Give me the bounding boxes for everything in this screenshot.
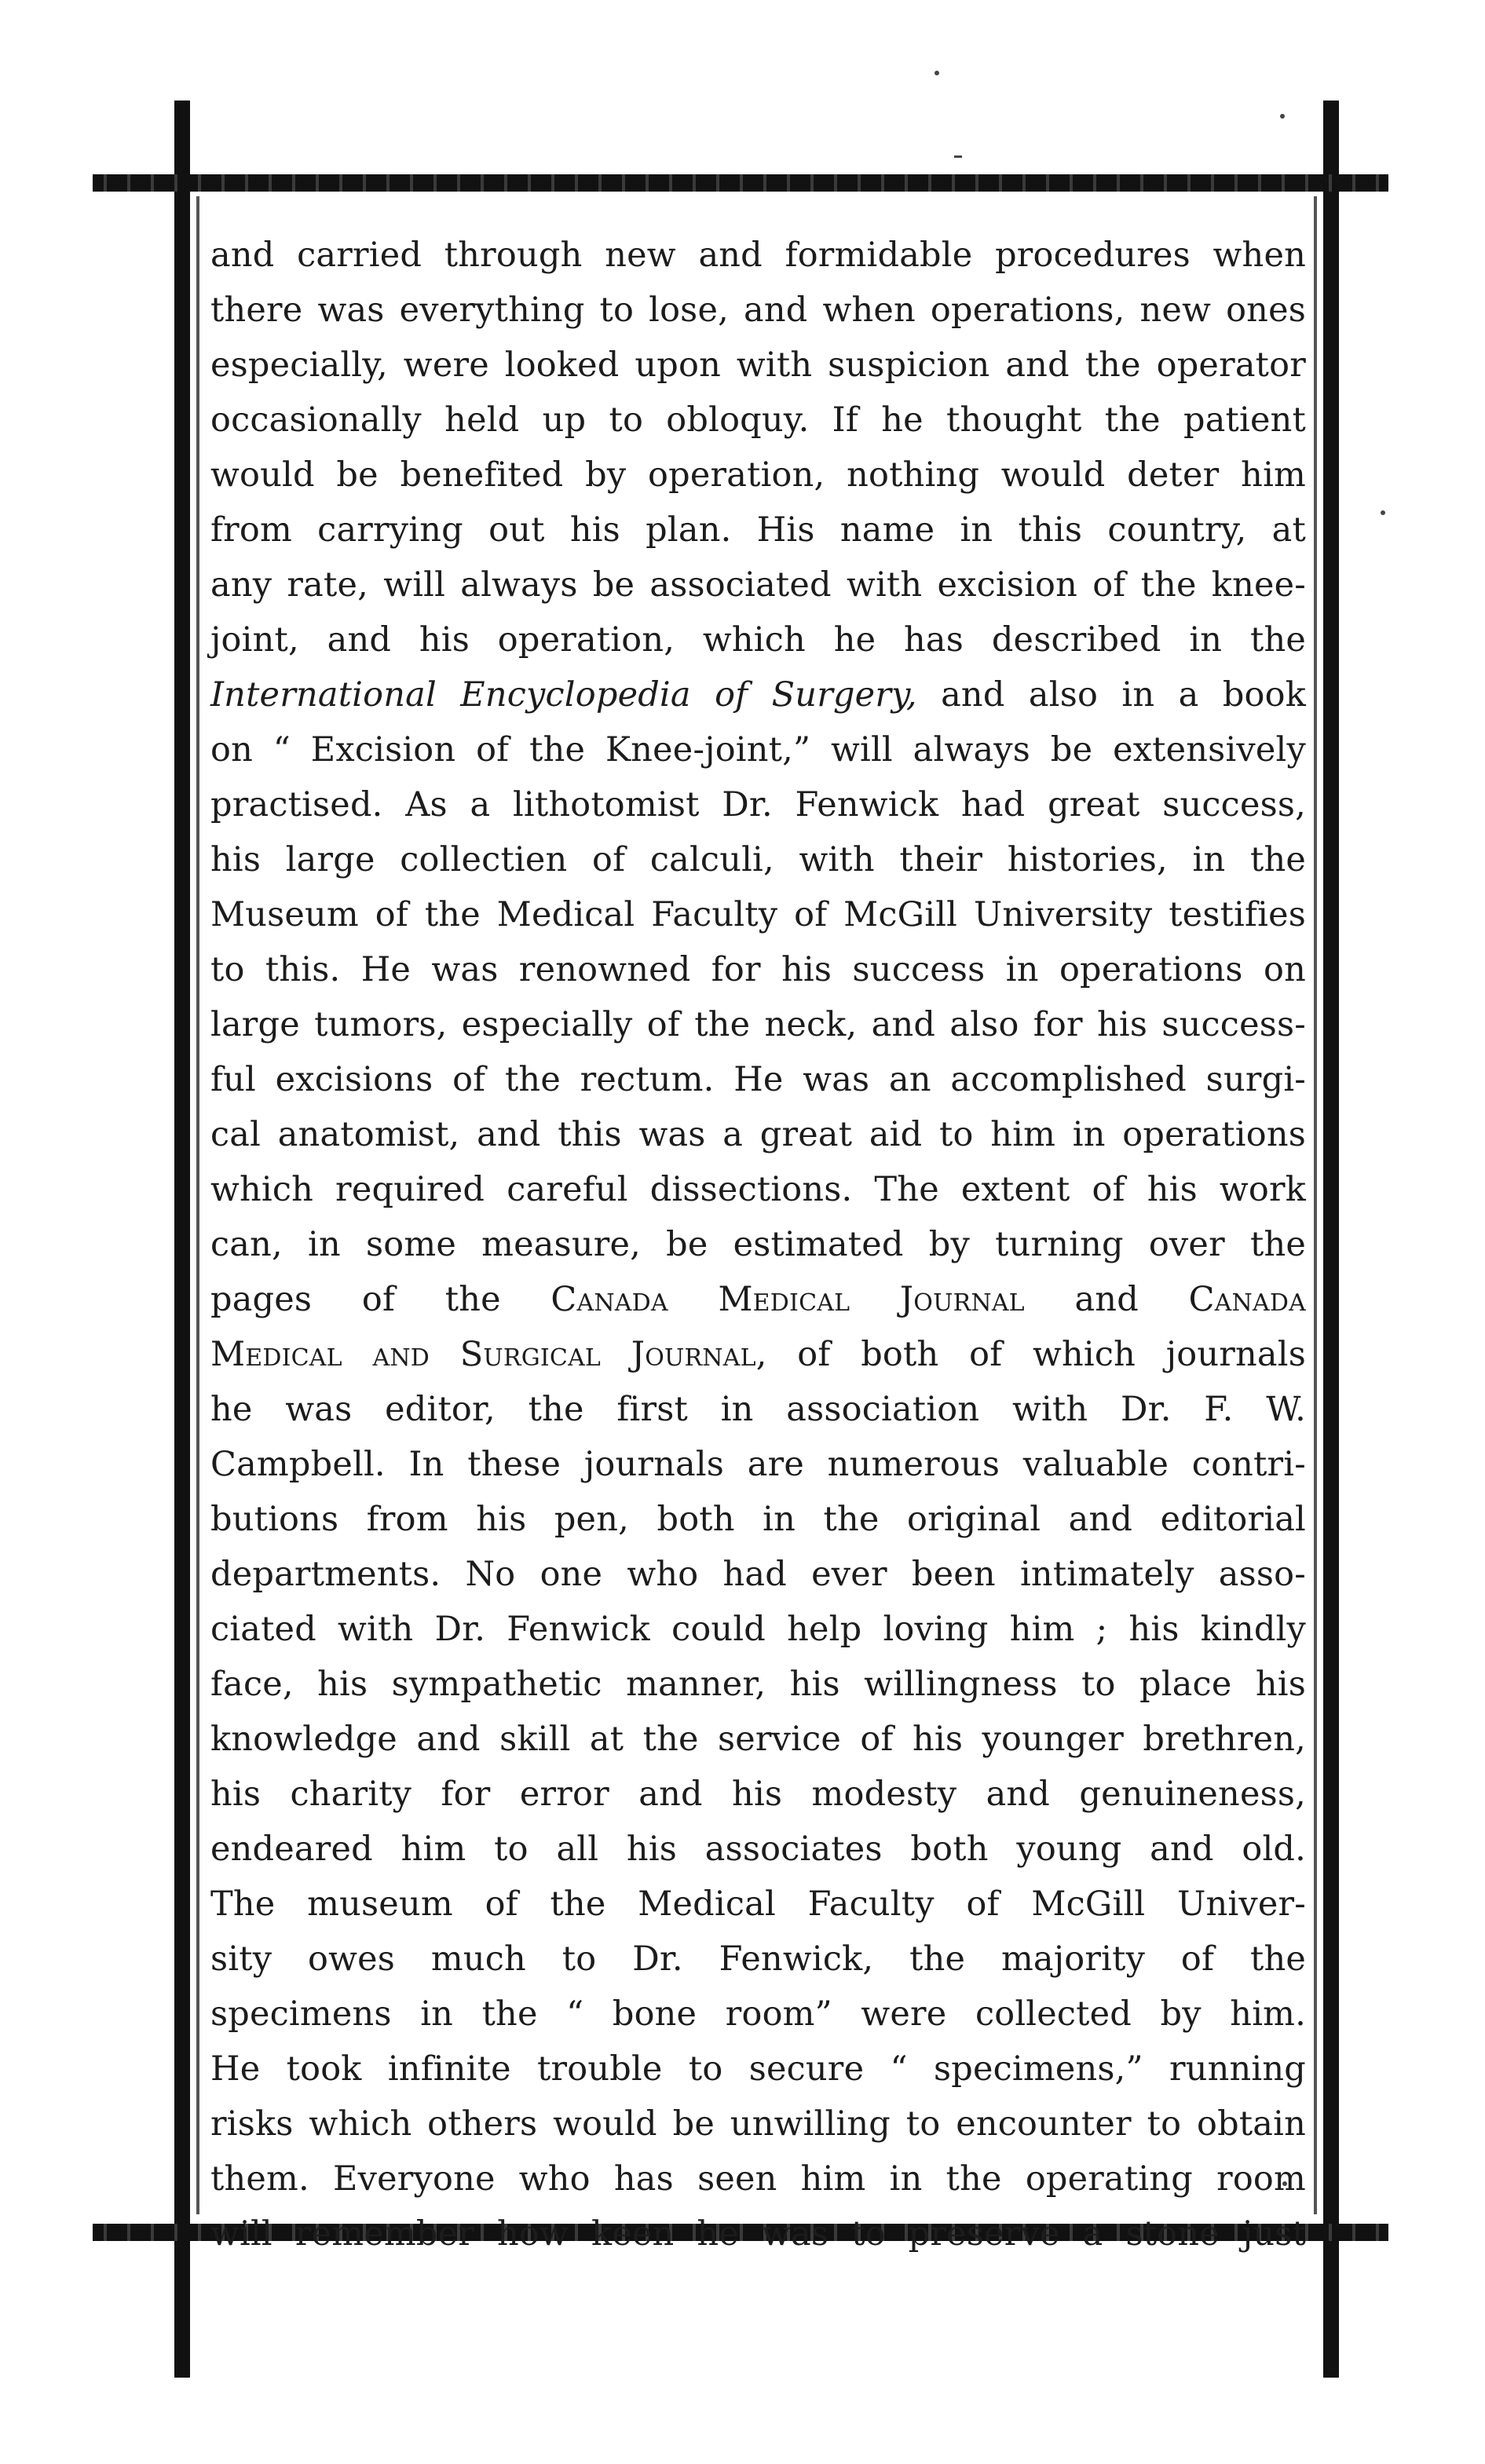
text-line: butions from his pen, both in the original and editorial — [210, 1500, 1306, 1539]
text-line: endeared him to all his associates both young and old. — [210, 1830, 1306, 1869]
text-line-pre: pages of the — [210, 1280, 551, 1319]
print-speck — [1280, 114, 1285, 119]
text-line: his charity for error and his modesty and genuineness, — [210, 1775, 1306, 1814]
journal-name-smallcaps: Medical and Surgical Journal, — [210, 1335, 767, 1374]
text-line: on “ Excision of the Knee-joint,” will always be extensively — [210, 730, 1306, 770]
print-speck — [935, 71, 939, 75]
text-line: he was editor, the first in association with Dr. F. W. — [210, 1390, 1306, 1429]
text-line-rest: of both of which journals — [766, 1335, 1306, 1374]
journal-name-smallcaps: Canada — [1188, 1280, 1306, 1319]
text-line: occasionally held up to obloquy. If he thought the patient — [210, 400, 1306, 440]
text-line: especially, were looked upon with suspicion and the operator — [210, 345, 1306, 385]
right-border-rule — [1323, 101, 1339, 2378]
text-line: risks which others would be unwilling to encounter to obtain — [210, 2104, 1306, 2144]
text-line: knowledge and skill at the service of his younger brethren, — [210, 1720, 1306, 1759]
print-speck — [954, 155, 962, 158]
text-line: his large collectien of calculi, with their histories, in the — [210, 840, 1306, 879]
text-line: He took infinite trouble to secure “ specimens,” running — [210, 2049, 1306, 2089]
right-inner-rule — [1314, 196, 1317, 2214]
text-line: to this. He was renowned for his success in operations on — [210, 950, 1306, 989]
text-line: there was everything to lose, and when operations, new ones — [210, 291, 1306, 330]
text-line-encyclopedia — [210, 667, 1306, 722]
text-line: The museum of the Medical Faculty of McGill Univer- — [210, 1885, 1306, 1924]
text-line: will remember how keen he was to preserve a stone just — [210, 2214, 1306, 2254]
top-border-rule — [93, 174, 1388, 192]
text-line: ful excisions of the rectum. He was an accomplished surgi- — [210, 1060, 1306, 1099]
text-line: which required careful dissections. The extent of his work — [210, 1170, 1306, 1209]
book-title-italic: International Encyclopedia of Surgery, — [210, 675, 917, 715]
left-border-rule — [174, 101, 190, 2378]
text-line: large tumors, especially of the neck, and also for his success- — [210, 1005, 1306, 1044]
text-line: ciated with Dr. Fenwick could help loving him ; his kindly — [210, 1610, 1306, 1649]
text-line: sity owes much to Dr. Fenwick, the majority of the — [210, 1939, 1306, 1979]
journal-name-smallcaps: Canada Medical Journal — [550, 1280, 1025, 1319]
text-line: can, in some measure, be estimated by turning over the — [210, 1225, 1306, 1264]
print-speck — [1381, 510, 1385, 515]
text-line: any rate, will always be associated with excision of the knee- — [210, 565, 1306, 605]
text-line: and carried through new and formidable procedures when — [210, 236, 1306, 275]
text-line-journals-2 — [210, 1327, 1306, 1382]
text-line: would be benefited by operation, nothing would deter him — [210, 455, 1306, 495]
text-line: cal anatomist, and this was a great aid to him in operations — [210, 1115, 1306, 1154]
page-text — [210, 228, 1306, 2261]
text-line: departments. No one who had ever been intimately asso- — [210, 1555, 1306, 1594]
text-line: Campbell. In these journals are numerous valuable contri- — [210, 1445, 1306, 1484]
text-line: them. Everyone who has seen him in the operating room — [210, 2159, 1306, 2199]
text-line: face, his sympathetic manner, his willingness to place his — [210, 1665, 1306, 1704]
left-inner-rule — [196, 196, 199, 2214]
text-line: joint, and his operation, which he has described in the — [210, 620, 1306, 660]
text-line: from carrying out his plan. His name in this country, at — [210, 510, 1306, 550]
text-line-rest: and also in a book — [916, 675, 1306, 715]
text-line: Museum of the Medical Faculty of McGill University testifies — [210, 895, 1306, 934]
text-line: practised. As a lithotomist Dr. Fenwick had great success, — [210, 785, 1306, 824]
text-line-journals — [210, 1272, 1306, 1327]
text-line-mid: and — [1024, 1280, 1189, 1319]
text-line: specimens in the “ bone room” were collected by him. — [210, 1994, 1306, 2034]
